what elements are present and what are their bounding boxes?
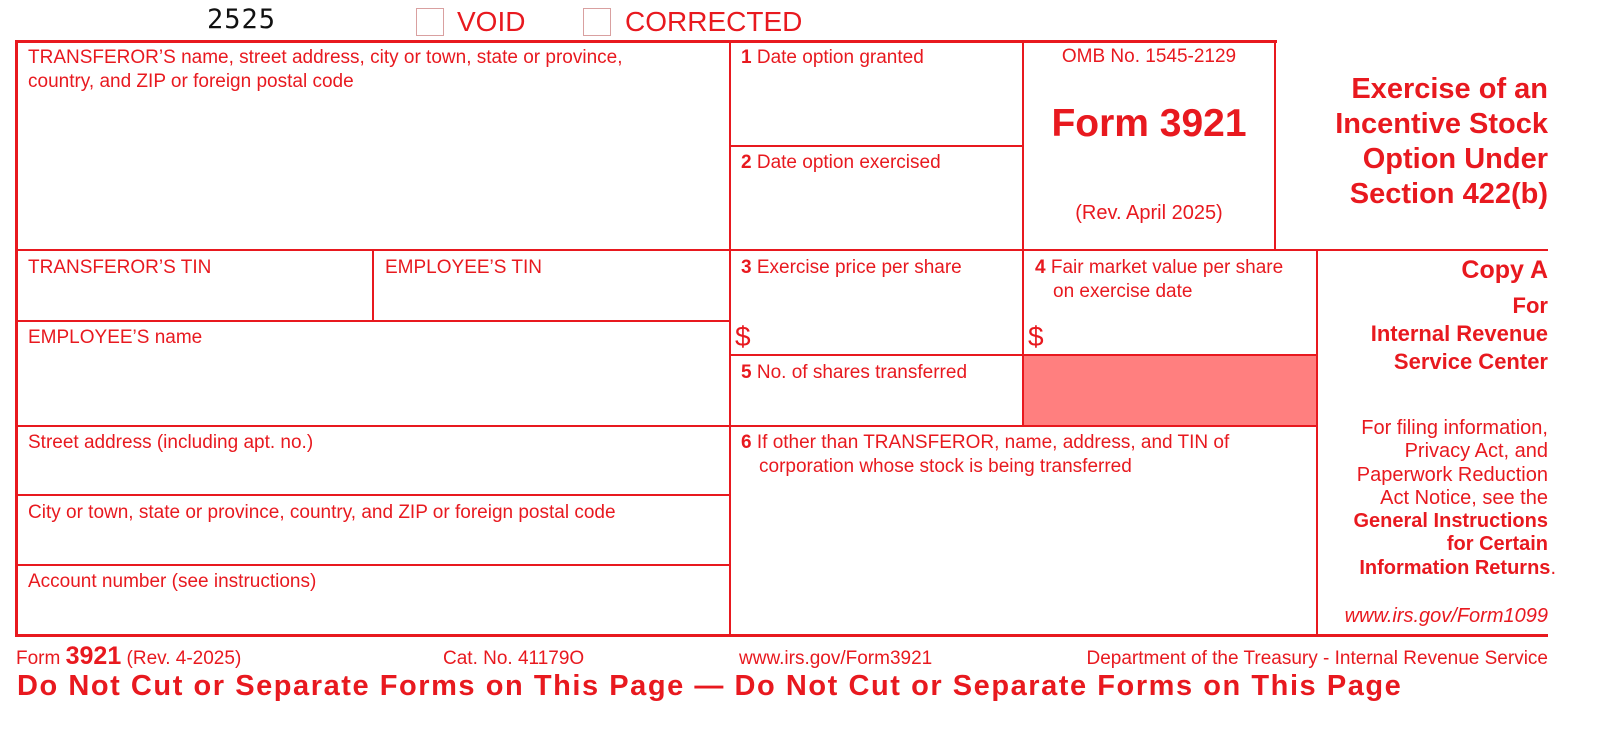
irs-center-line: Internal Revenue bbox=[1370, 321, 1548, 346]
void-label: VOID bbox=[457, 6, 526, 37]
fair-market-value-field[interactable] bbox=[1048, 305, 1314, 353]
department-label: Department of the Treasury - Internal Revenue Service bbox=[1086, 648, 1548, 669]
void-checkbox[interactable] bbox=[416, 8, 444, 36]
corrected-checkbox[interactable] bbox=[583, 8, 611, 36]
side-title-line: Incentive Stock bbox=[1335, 108, 1548, 140]
info-last-line bbox=[1359, 557, 1556, 580]
info-line-bold: General Instructions bbox=[1353, 510, 1548, 533]
info-line-bold: Information Returns bbox=[1359, 556, 1551, 579]
box6-label bbox=[741, 431, 1229, 455]
exercise-price-field[interactable] bbox=[755, 300, 1021, 353]
footer-url[interactable]: www.irs.gov/Form3921 bbox=[739, 648, 933, 669]
for-label: For bbox=[1512, 293, 1548, 318]
footer-form-word: Form bbox=[16, 648, 61, 669]
box3-text: Exercise price per share bbox=[756, 257, 962, 278]
side-title-line: Exercise of an bbox=[1351, 73, 1548, 105]
employee-name-field[interactable] bbox=[18, 352, 728, 424]
side-title-line: Section 422(b) bbox=[1349, 178, 1548, 210]
box2-label bbox=[741, 151, 941, 175]
corporation-info-field[interactable] bbox=[731, 482, 1315, 632]
box6-number: 6 bbox=[741, 432, 752, 453]
transferor-tin-label: TRANSFEROR’S TIN bbox=[28, 257, 212, 278]
info-line-bold: for Certain bbox=[1446, 533, 1548, 556]
box5-text: No. of shares transferred bbox=[756, 362, 968, 383]
shares-transferred-field[interactable] bbox=[731, 388, 1021, 424]
box2-number: 2 bbox=[741, 152, 752, 173]
info-line: For filing information, bbox=[1361, 417, 1548, 439]
filing-info-note bbox=[1351, 417, 1556, 580]
info-line: Act Notice, see the bbox=[1380, 486, 1548, 509]
box2-text: Date option exercised bbox=[756, 152, 941, 173]
account-number-label: Account number (see instructions) bbox=[28, 571, 317, 592]
box3-number: 3 bbox=[741, 257, 752, 278]
form-revision: (Rev. April 2025) bbox=[1075, 202, 1223, 224]
box1-number: 1 bbox=[741, 47, 752, 68]
employee-name-label: EMPLOYEE’S name bbox=[28, 327, 203, 348]
street-address-field[interactable] bbox=[18, 457, 728, 493]
period: . bbox=[1550, 556, 1556, 579]
catalog-number: Cat. No. 41179O bbox=[443, 648, 585, 669]
date-granted-field[interactable] bbox=[731, 72, 1021, 144]
side-title-line: Option Under bbox=[1362, 143, 1548, 175]
box4-text: Fair market value per share bbox=[1050, 257, 1284, 278]
employee-tin-label: EMPLOYEE’S TIN bbox=[385, 257, 542, 278]
footer-rev: (Rev. 4-2025) bbox=[126, 648, 242, 669]
box3-label bbox=[741, 256, 962, 280]
box5-label bbox=[741, 361, 967, 385]
employee-tin-field[interactable] bbox=[375, 282, 727, 319]
info-line: Privacy Act, and bbox=[1404, 440, 1548, 463]
box4-number: 4 bbox=[1035, 257, 1046, 278]
side-url[interactable]: www.irs.gov/Form1099 bbox=[1344, 605, 1548, 627]
form-code: 2525 bbox=[207, 4, 277, 35]
transferor-name-field[interactable] bbox=[18, 95, 728, 247]
form-title: Form 3921 bbox=[1051, 102, 1247, 145]
copy-a-label: Copy A bbox=[1461, 256, 1548, 284]
omb-number: OMB No. 1545-2129 bbox=[1061, 46, 1237, 67]
box6-text: If other than TRANSFEROR, name, address, and TIN of bbox=[756, 432, 1230, 453]
corrected-label: CORRECTED bbox=[625, 6, 803, 37]
box6-label-2: corporation whose stock is being transferred bbox=[759, 456, 1132, 477]
box5-number: 5 bbox=[741, 362, 752, 383]
form-side-title bbox=[1335, 72, 1548, 212]
transferor-name-label-2: country, and ZIP or foreign postal code bbox=[28, 71, 354, 92]
box4-label bbox=[1035, 256, 1283, 280]
box1-text: Date option granted bbox=[756, 47, 924, 68]
city-label: City or town, state or province, country, and ZIP or foreign postal code bbox=[28, 502, 616, 523]
transferor-tin-field[interactable] bbox=[18, 282, 370, 319]
footer-form-number: 3921 bbox=[65, 642, 122, 670]
cut-warning: Do Not Cut or Separate Forms on This Page — Do Not Cut or Separate Forms on This Page bbox=[17, 670, 1403, 702]
city-field[interactable] bbox=[18, 527, 728, 563]
box1-label bbox=[741, 46, 924, 70]
transferor-name-label: TRANSFEROR’S name, street address, city or town, state or province, bbox=[28, 47, 623, 68]
shaded-box bbox=[1024, 356, 1316, 425]
irs-center-line: Service Center bbox=[1393, 349, 1548, 374]
box3-dollar-sign: $ bbox=[735, 321, 751, 352]
box4-label-2: on exercise date bbox=[1053, 281, 1193, 302]
account-number-field[interactable] bbox=[18, 596, 728, 632]
date-exercised-field[interactable] bbox=[731, 177, 1021, 248]
info-line: Paperwork Reduction bbox=[1356, 463, 1548, 486]
box4-dollar-sign: $ bbox=[1028, 321, 1044, 352]
street-address-label: Street address (including apt. no.) bbox=[28, 432, 314, 453]
